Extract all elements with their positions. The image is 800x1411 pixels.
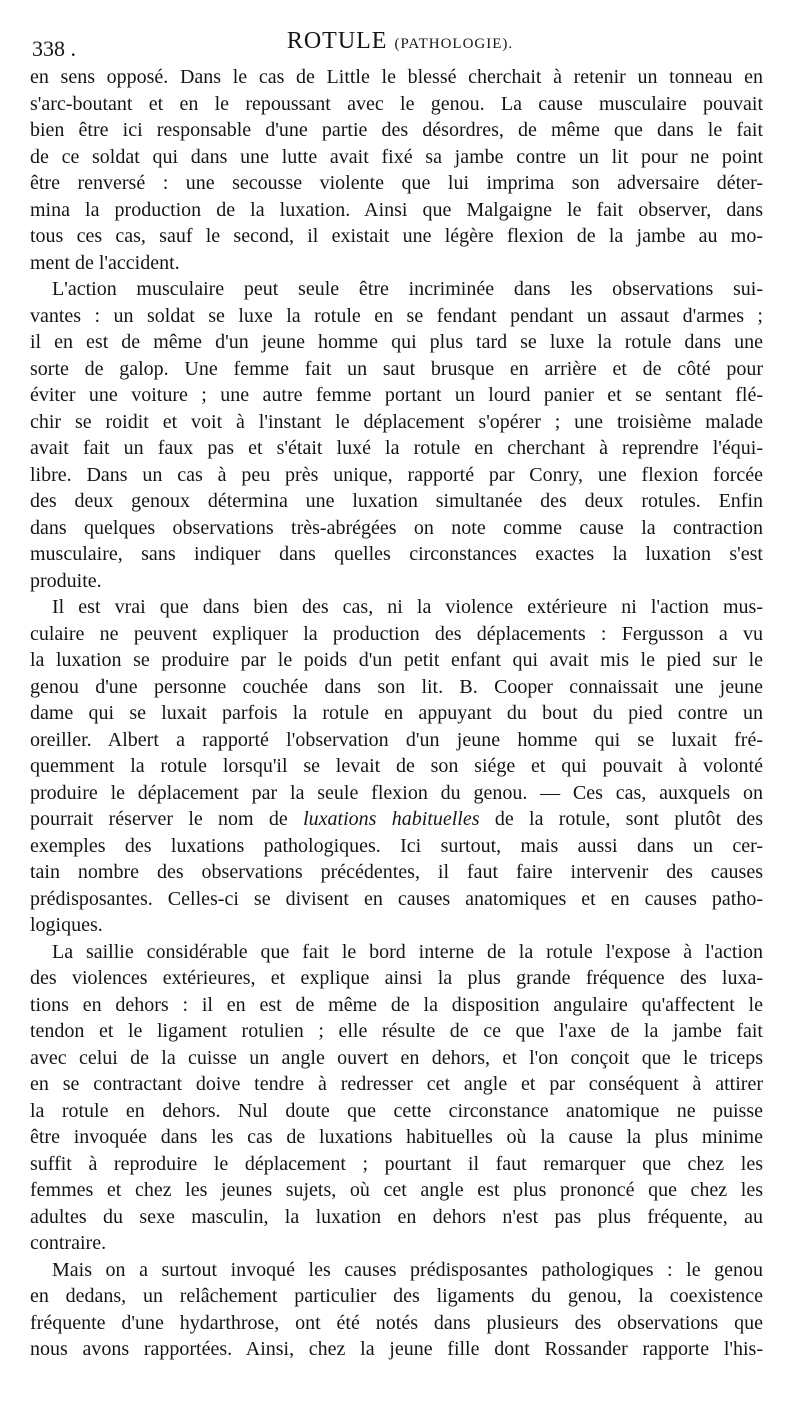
text-line: logiques. bbox=[30, 914, 103, 936]
text-line: être invoquée dans les cas de luxations habituelles où la cause la plus minime bbox=[30, 1126, 763, 1148]
text-line: en dedans, un relâchement particulier des ligaments du genou, la coexistence bbox=[30, 1285, 763, 1307]
running-title: ROTULE bbox=[286, 28, 388, 54]
text-line: s'arc-boutant et en le repoussant avec le genou. La cause musculaire pouvait bbox=[30, 92, 763, 115]
text-line: Mais on a surtout invoqué les causes prédisposantes pathologiques : le genou bbox=[52, 1258, 763, 1281]
text-line: des violences extérieures, et explique ainsi la plus grande fréquence des luxa- bbox=[30, 967, 763, 989]
text-line: fréquente d'une hydarthrose, ont été notés dans plusieurs des observations que bbox=[30, 1311, 763, 1334]
text-line: ment de l'accident. bbox=[30, 251, 180, 274]
text-line: tendon et le ligament rotulien ; elle résulte de ce que l'axe de la jambe fait bbox=[30, 1020, 763, 1042]
text-line: en sens opposé. Dans le cas de Little le blessé cherchait à retenir un tonneau en bbox=[30, 66, 763, 88]
text-line: produire le déplacement par la seule flexion du genou. — Ces cas, auxquels on bbox=[30, 781, 763, 804]
page-header bbox=[0, 0, 800, 60]
text-line: Il est vrai que dans bien des cas, ni la violence extérieure ni l'action mus- bbox=[52, 596, 763, 618]
text-line: éviter une voiture ; une autre femme portant un lourd panier et se sentant flé- bbox=[30, 384, 763, 406]
italic-term: luxations habituelles bbox=[303, 808, 480, 830]
running-head bbox=[0, 28, 800, 55]
text-line: L'action musculaire peut seule être incriminée dans les observations sui- bbox=[52, 278, 763, 300]
text-line: contraire. bbox=[30, 1232, 107, 1254]
text-line: de ce soldat qui dans une lutte avait fixé sa jambe contre un lit pour ne point bbox=[30, 145, 763, 168]
text-line: chir se roidit et voit à l'instant le déplacement s'opérer ; une troisième malade bbox=[30, 410, 763, 433]
text-line: avec celui de la cuisse un angle ouvert en dehors, et l'on conçoit que le triceps bbox=[30, 1046, 763, 1069]
text-line: La saillie considérable que fait le bord interne de la rotule l'expose à l'action bbox=[52, 940, 763, 963]
text-segment: pourrait réserver le nom de bbox=[30, 808, 288, 830]
text-line: oreiller. Albert a rapporté l'observation d'un jeune homme qui se luxait fré- bbox=[30, 728, 763, 751]
body-text bbox=[30, 64, 763, 1363]
text-line: suffit à reproduire le déplacement ; pourtant il faut remarquer que chez les bbox=[30, 1152, 763, 1175]
text-line: la luxation se produire par le poids d'un petit enfant qui avait mis le pied sur le bbox=[30, 649, 763, 671]
text-line: adultes du sexe masculin, la luxation en dehors n'est pas plus fréquente, au bbox=[30, 1205, 763, 1228]
text-line: dame qui se luxait parfois la rotule en appuyant du bout du pied contre un bbox=[30, 702, 763, 724]
text-line: produite. bbox=[30, 569, 102, 592]
text-line: tions en dehors : il en est de même de la disposition angulaire qu'affectent le bbox=[30, 993, 763, 1016]
text-line: exemples des luxations pathologiques. Ici surtout, mais aussi dans un cer- bbox=[30, 834, 763, 857]
text-line: la rotule en dehors. Nul doute que cette circonstance anatomique ne puisse bbox=[30, 1099, 763, 1122]
text-line: avait fait un faux pas et s'était luxé la rotule en cherchant à reprendre l'équi- bbox=[30, 437, 763, 459]
text-line: tain nombre des observations précédentes, il faut faire intervenir des causes bbox=[30, 861, 763, 883]
text-line: dans quelques observations très-abrégées on note comme cause la contraction bbox=[30, 516, 763, 539]
text-line: en se contractant doive tendre à redresser cet angle et par conséquent à attirer bbox=[30, 1073, 763, 1095]
text-line: il en est de même d'un jeune homme qui plus tard se luxe la rotule dans une bbox=[30, 331, 763, 353]
text-line: être renversé : une secousse violente que lui imprima son adversaire déter- bbox=[30, 172, 763, 194]
text-line: vantes : un soldat se luxe la rotule en se fendant pendant un assaut d'armes ; bbox=[30, 304, 763, 327]
text-line: sorte de galop. Une femme fait un saut brusque en arrière et de côté pour bbox=[30, 357, 763, 380]
text-line: tous ces cas, sauf le second, il existait une légère flexion de la jambe au mo- bbox=[30, 225, 763, 247]
text-line: des deux genoux détermina une luxation simultanée des deux rotules. Enfin bbox=[30, 490, 763, 512]
text-line: bien être ici responsable d'une partie des désordres, de même que dans le fait bbox=[30, 119, 763, 141]
text-line: quemment la rotule lorsqu'il se levait de son siége et qui pouvait à volonté bbox=[30, 755, 763, 777]
text-line: genou d'une personne couchée dans son lit. B. Cooper connaissait une jeune bbox=[30, 675, 763, 698]
text-line bbox=[30, 806, 763, 833]
text-line: culaire ne peuvent expliquer la production des déplacements : Fergusson a vu bbox=[30, 622, 763, 645]
text-line: femmes et chez les jeunes sujets, où cet angle est plus prononcé que chez les bbox=[30, 1179, 763, 1201]
page-number: 338 . bbox=[32, 36, 76, 61]
text-segment: de la rotule, sont plutôt des bbox=[494, 808, 764, 830]
running-subtitle: (PATHOLOGIE). bbox=[394, 36, 514, 52]
text-line: libre. Dans un cas à peu près unique, rapporté par Conry, une flexion forcée bbox=[30, 463, 763, 486]
text-line: mina la production de la luxation. Ainsi que Malgaigne le fait observer, dans bbox=[30, 198, 763, 221]
text-line: musculaire, sans indiquer dans quelles circonstances exactes la luxation s'est bbox=[30, 543, 763, 565]
text-line: prédisposantes. Celles-ci se divisent en causes anatomiques et en causes patho- bbox=[30, 887, 763, 910]
text-line: nous avons rapportées. Ainsi, chez la jeune fille dont Rossander rapporte l'his- bbox=[30, 1338, 763, 1360]
